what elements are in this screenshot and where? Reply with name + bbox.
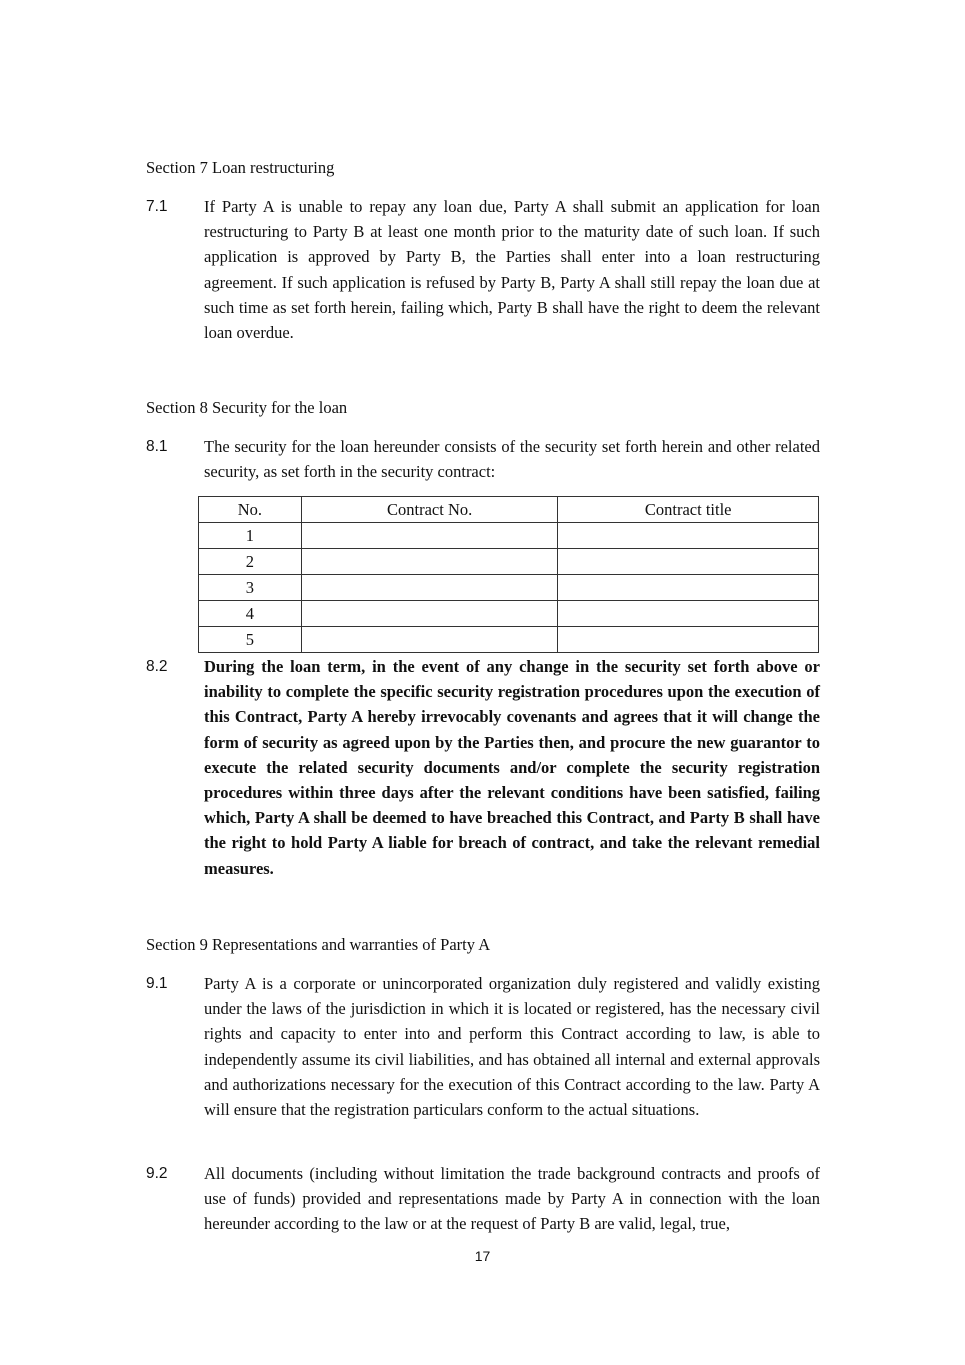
table-row [199,627,819,653]
security-contract-table [198,496,819,653]
clause-9-2 [146,1161,820,1237]
clause-number: 8.2 [146,658,168,675]
clause-number: 8.1 [146,438,168,455]
clause-8-1 [146,434,820,484]
contract-title-cell [558,549,819,575]
column-header-contract-title: Contract title [558,497,819,523]
clause-8-2 [146,654,820,881]
row-number-cell: 3 [199,575,302,601]
clause-text: During the loan term, in the event of any change in the security set forth above or inability to complete the specific security registration procedures upon the execution of this Contract, Party A hereby irrevocably covenants and agrees that it will change the form of security as agreed upon by the Parties then, and procure the new guarantor to execute the related security documents and/or complete the security registration procedures within three days after the relevant conditions have been satisfied, failing which, Party A shall be deemed to have breached this Contract, and Party B shall have the right to hold Party A liable for breach of contract, and take the relevant remedial measures. [204,657,820,878]
row-number-cell: 5 [199,627,302,653]
row-number-cell: 4 [199,601,302,627]
contract-no-cell [301,575,558,601]
section-8-heading: Section 8 Security for the loan [146,398,348,417]
contract-title-cell [558,575,819,601]
table-row [199,601,819,627]
column-header-contract-no: Contract No. [301,497,558,523]
clause-7-1 [146,194,820,345]
table-row [199,549,819,575]
clause-text: If Party A is unable to repay any loan due, Party A shall submit an application for loan restructuring to Party B at least one month prior to the maturity date of such loan. If such application is approved by Party B, the Parties shall enter into a loan restructuring agreement. If such application is refused by Party B, Party A shall still repay the loan due at such time as set forth herein, failing which, Party B shall have the right to deem the relevant loan overdue. [204,197,820,343]
clause-text: The security for the loan hereunder consists of the security set forth herein and other related security, as set forth in the security contract: [204,437,820,482]
contract-no-cell [301,601,558,627]
clause-number: 7.1 [146,198,168,215]
contract-no-cell [301,627,558,653]
table-header-row [199,497,819,523]
contract-no-cell [301,549,558,575]
contract-title-cell [558,601,819,627]
clause-text: All documents (including without limitation the trade background contracts and proofs of use of funds) provided and representations made by Party A in connection with the loan hereunder according to the law or at the request of Party B are valid, legal, true, [204,1164,820,1234]
section-7-heading: Section 7 Loan restructuring [146,158,335,177]
contract-title-cell [558,627,819,653]
clause-9-1 [146,971,820,1122]
table-row [199,523,819,549]
section-9-heading: Section 9 Representations and warranties of Party A [146,935,491,954]
clause-number: 9.2 [146,1165,168,1182]
contract-no-cell [301,523,558,549]
clause-text: Party A is a corporate or unincorporated organization duly registered and validly existing under the laws of the jurisdiction in which it is located or registered, has the necessary civil rights and capacity to enter into and perform this Contract according to law, is able to independently assume its civil liabilities, and has obtained all internal and external approvals and authorizations necessary for the execution of this Contract according to the law. Party A will ensure that the registration particulars conform to the actual situations. [204,974,820,1120]
clause-number: 9.1 [146,975,168,992]
column-header-no: No. [199,497,302,523]
row-number-cell: 2 [199,549,302,575]
contract-title-cell [558,523,819,549]
table-row [199,575,819,601]
row-number-cell: 1 [199,523,302,549]
page-number: 17 [474,1248,491,1264]
